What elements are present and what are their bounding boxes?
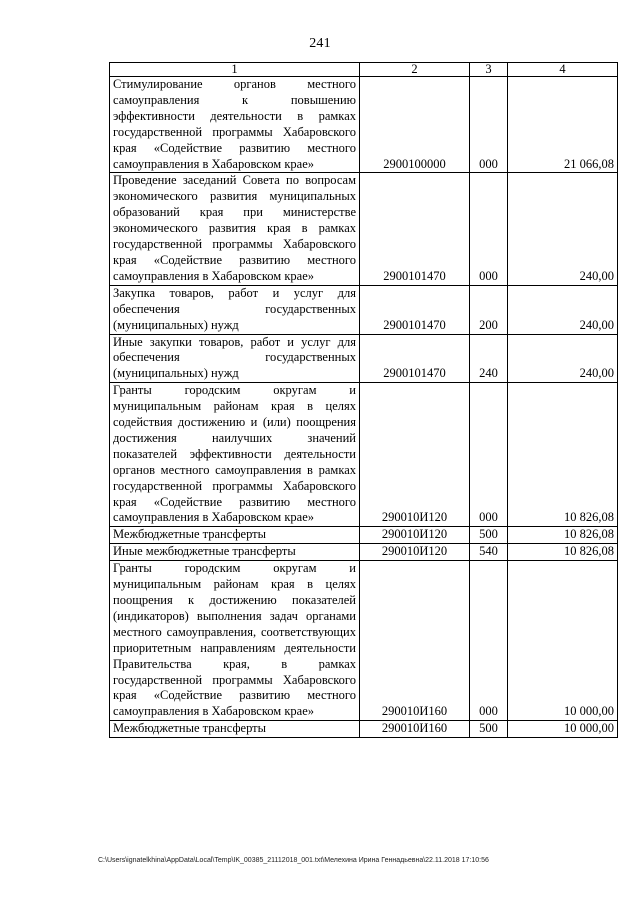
table-row [110,173,618,285]
page-number: 241 [309,36,331,51]
row-code: 2900100000 [360,77,470,173]
row-name: Гранты городским округам и муниципальным районам края в целях содействия достижению и (или) поощрения достижения наилучших значений показателей эффективности деятельности органов местного самоуправления в рамках государственной программы Хабаровского края «Содействие развитию местного самоуправления в Хабаровском крае» [110,383,360,527]
row-name: Стимулирование органов местного самоуправления к повышению эффективности деятельности в рамках государственной программы Хабаровского края «Содействие развитию местного самоуправления в Хабаровском крае» [110,77,360,173]
table-row [110,383,618,527]
table-row [110,527,618,544]
row-name: Иные закупки товаров, работ и услуг для обеспечения государственных (муниципальных) нужд [110,334,360,383]
row-sum: 10 000,00 [508,561,618,721]
row-code: 2900101470 [360,285,470,334]
table-row [110,285,618,334]
row-sum: 10 000,00 [508,721,618,738]
row-sum: 240,00 [508,285,618,334]
row-name: Закупка товаров, работ и услуг для обеспечения государственных (муниципальных) нужд [110,285,360,334]
row-type: 000 [470,77,508,173]
row-sum: 240,00 [508,173,618,285]
budget-table [109,62,618,738]
row-sum: 10 826,08 [508,383,618,527]
table-row [110,561,618,721]
row-code: 290010И120 [360,527,470,544]
header-cell-sum: 4 [508,63,618,77]
table-row [110,544,618,561]
row-type: 240 [470,334,508,383]
row-sum: 21 066,08 [508,77,618,173]
table-row [110,334,618,383]
row-name: Иные межбюджетные трансферты [110,544,360,561]
row-type: 000 [470,173,508,285]
row-name: Проведение заседаний Совета по вопросам экономического развития муниципальных образований края при министерстве экономического развития края в рамках государственной программы Хабаровского края «Содействие развитию местного самоуправления в Хабаровском крае» [110,173,360,285]
header-cell-type: 3 [470,63,508,77]
row-name: Межбюджетные трансферты [110,721,360,738]
row-type: 540 [470,544,508,561]
table-row [110,721,618,738]
table-row [110,77,618,173]
row-sum: 10 826,08 [508,544,618,561]
row-sum: 10 826,08 [508,527,618,544]
header-cell-name: 1 [110,63,360,77]
footer-file-path: C:\Users\ignatelkhina\AppData\Local\Temp\IK_00385_21112018_001.txt\Мелехина Ирина Геннадьевна\22.11.2018 17:10:56 [98,857,489,864]
row-sum: 240,00 [508,334,618,383]
row-code: 290010И120 [360,544,470,561]
row-code: 290010И160 [360,721,470,738]
row-code: 2900101470 [360,173,470,285]
row-type: 500 [470,527,508,544]
row-name: Гранты городским округам и муниципальным районам края в целях поощрения к достижению показателей (индикаторов) выполнения задач органами местного самоуправления, соответствующих приоритетным направлениям деятельности Правительства края, в рамках государственной программы Хабаровского края «Содействие развитию местного самоуправления в Хабаровском крае» [110,561,360,721]
row-type: 000 [470,561,508,721]
row-type: 200 [470,285,508,334]
row-type: 000 [470,383,508,527]
row-code: 290010И120 [360,383,470,527]
row-code: 2900101470 [360,334,470,383]
header-cell-code: 2 [360,63,470,77]
row-name: Межбюджетные трансферты [110,527,360,544]
row-code: 290010И160 [360,561,470,721]
row-type: 500 [470,721,508,738]
table-header-row [110,63,618,77]
